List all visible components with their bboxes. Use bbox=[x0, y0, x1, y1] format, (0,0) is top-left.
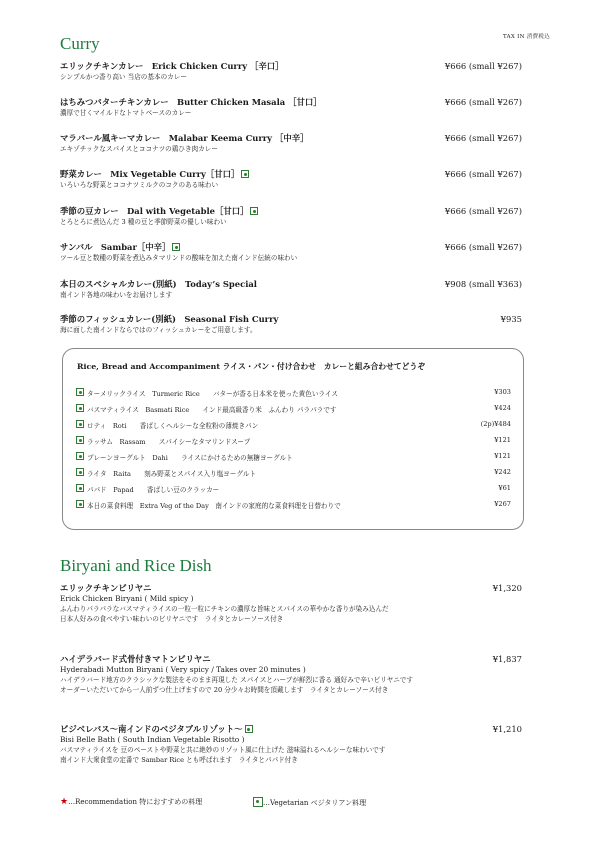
side-item-text: ロティ Roti 香ばしくヘルシーな全粒粉の薄焼きパン bbox=[87, 422, 259, 430]
menu-item-desc: 海に面した南インドならではのフィッシュカレーをご用意します。 bbox=[60, 326, 257, 334]
menu-item-erick-chicken-curry bbox=[60, 61, 522, 82]
menu-item-price: ¥1,320 bbox=[492, 583, 522, 593]
vegetarian-icon bbox=[76, 468, 84, 476]
menu-item-bisi-belle-bath bbox=[60, 724, 522, 765]
tax-note: TAX IN 消費税込 bbox=[502, 34, 550, 40]
side-item bbox=[73, 434, 513, 448]
side-item bbox=[73, 482, 513, 496]
side-item-price: (2p)¥484 bbox=[480, 420, 511, 428]
menu-item-price: ¥935 bbox=[500, 314, 522, 324]
vegetarian-icon bbox=[245, 725, 253, 733]
menu-item-desc: 日本人好みの食べやすい味わいのビリヤニです ライタとカレーソース付き bbox=[60, 615, 284, 623]
menu-item-name: 季節の豆カレー Dal with Vegetable［甘口］ bbox=[60, 206, 249, 216]
menu-item-desc: とろとろに煮込んだ 3 種の豆と季節野菜の優しい味わい bbox=[60, 218, 227, 226]
menu-item-name: ビジベレバス～南インドのベジタブルリゾット～ bbox=[60, 724, 243, 734]
legend-vegetarian bbox=[253, 797, 366, 808]
menu-item-price: ¥666 (small ¥267) bbox=[444, 61, 522, 71]
menu-item-desc: オーダーいただいてから一人前ずつ仕上げますので 20 分少々お時間を頂戴します ライタとカレーソース付き bbox=[60, 686, 389, 694]
menu-item-price: ¥1,837 bbox=[492, 654, 522, 664]
side-item-price: ¥267 bbox=[494, 500, 511, 508]
menu-item-erick-chicken-biryani bbox=[60, 583, 522, 624]
menu-item-dal-vegetable bbox=[60, 206, 522, 227]
vegetarian-icon bbox=[250, 207, 258, 215]
side-item-text: ラッサム Rassam スパイシーなタマリンドスープ bbox=[87, 438, 251, 446]
menu-item-desc: ハイデラバード地方のクラシックな製法をそのまま再現した スパイスとハーブが鮮烈に香る 通好みで辛いビリヤニです bbox=[60, 676, 413, 684]
legend-recommendation bbox=[60, 797, 202, 807]
menu-item-sambar bbox=[60, 242, 522, 263]
menu-item-butter-chicken bbox=[60, 97, 522, 118]
menu-item-fish-curry bbox=[60, 314, 522, 335]
menu-item-name: マラバール風キーマカレー Malabar Keema Curry ［中辛］ bbox=[60, 133, 309, 143]
menu-item-price: ¥666 (small ¥267) bbox=[444, 242, 522, 252]
vegetarian-icon bbox=[172, 243, 180, 251]
menu-item-name: 季節のフィッシュカレー(別紙) Seasonal Fish Curry bbox=[60, 314, 279, 324]
star-icon: ★ bbox=[60, 797, 69, 807]
menu-item-name: エリックチキンビリヤニ bbox=[60, 583, 152, 593]
menu-item-name: ハイデラバード式骨付きマトンビリヤニ bbox=[60, 654, 211, 664]
menu-item-price: ¥666 (small ¥267) bbox=[444, 169, 522, 179]
biryani-section-title: Biryani and Rice Dish bbox=[60, 556, 212, 575]
menu-item-name: エリックチキンカレー Erick Chicken Curry ［辛口］ bbox=[60, 61, 284, 71]
side-item-price: ¥424 bbox=[494, 404, 511, 412]
menu-item-desc: バスマティライスを 豆のペーストや野菜と共に絶妙のリゾット風に仕上げた 滋味溢れるヘルシーな味わいです bbox=[60, 746, 386, 754]
menu-item-subtitle: Hyderabadi Mutton Biryani ( Very spicy / Takes over 20 minutes ) bbox=[60, 665, 306, 674]
side-item bbox=[73, 450, 513, 464]
vegetarian-icon bbox=[76, 388, 84, 396]
menu-item-price: ¥666 (small ¥267) bbox=[444, 133, 522, 143]
vegetarian-icon bbox=[253, 797, 263, 807]
menu-item-todays-special bbox=[60, 279, 522, 300]
vegetarian-icon bbox=[76, 420, 84, 428]
side-item-price: ¥303 bbox=[494, 388, 511, 396]
side-item-text: 本日の菜食料理 Extra Veg of the Day 南インドの家庭的な菜食料理を日替わりで bbox=[87, 502, 341, 510]
vegetarian-icon bbox=[76, 484, 84, 492]
menu-item-price: ¥1,210 bbox=[492, 724, 522, 734]
side-item-text: ターメリックライス Turmeric Rice バターが香る日本米を使った黄色いライス bbox=[87, 390, 338, 398]
menu-item-desc: ふんわりパラパラなバスマティライスの一粒一粒にチキンの濃厚な旨味とスパイスの華やかな香りが染み込んだ bbox=[60, 605, 389, 613]
legend-vegetarian-text: …Vegetarian ベジタリアン料理 bbox=[263, 799, 367, 807]
curry-section-title: Curry bbox=[60, 34, 100, 53]
side-item bbox=[73, 386, 513, 400]
menu-item-desc: いろいろな野菜とココナツミルクのコクのある味わい bbox=[60, 181, 219, 189]
side-item-price: ¥121 bbox=[494, 452, 511, 460]
menu-item-price: ¥908 (small ¥363) bbox=[444, 279, 522, 289]
side-item bbox=[73, 402, 513, 416]
menu-item-name: はちみつバターチキンカレー Butter Chicken Masala ［甘口］ bbox=[60, 97, 322, 107]
vegetarian-icon bbox=[76, 500, 84, 508]
side-item-text: バスマティライス Basmati Rice インド最高級香り米 ふんわり パラパラです bbox=[87, 406, 337, 414]
side-item-price: ¥121 bbox=[494, 436, 511, 444]
menu-item-desc: シンプルかつ香り高い 当店の基本のカレー bbox=[60, 73, 187, 81]
menu-item-desc: ツール豆と数種の野菜を煮込みタマリンドの酸味を加えた南インド伝統の味わい bbox=[60, 254, 298, 262]
menu-item-mix-vegetable bbox=[60, 169, 522, 190]
side-item-text: ライタ Raita 刻み野菜とスパイス入り塩ヨーグルト bbox=[87, 470, 256, 478]
menu-item-price: ¥666 (small ¥267) bbox=[444, 97, 522, 107]
menu-item-price: ¥666 (small ¥267) bbox=[444, 206, 522, 216]
sides-box bbox=[62, 348, 524, 530]
vegetarian-icon bbox=[76, 436, 84, 444]
menu-item-desc: 南インド各地の味わいをお届けします bbox=[60, 291, 173, 299]
menu-item-subtitle: Erick Chicken Biryani ( Mild spicy ) bbox=[60, 594, 194, 603]
side-item bbox=[73, 498, 513, 512]
vegetarian-icon bbox=[76, 452, 84, 460]
menu-item-name: 野菜カレー Mix Vegetable Curry［甘口］ bbox=[60, 169, 240, 179]
menu-item-desc: 南インド大衆食堂の定番で Sambar Rice とも呼ばれます ライタとパパド付き bbox=[60, 756, 298, 764]
menu-item-mutton-biryani bbox=[60, 654, 522, 695]
side-item-text: プレーンヨーグルト Dahi ライスにかけるための無糖ヨーグルト bbox=[87, 454, 293, 462]
menu-item-name: サンバル Sambar［中辛］ bbox=[60, 242, 171, 252]
menu-item-subtitle: Bisi Belle Bath ( South Indian Vegetable Risotto ) bbox=[60, 735, 245, 744]
side-item bbox=[73, 466, 513, 480]
vegetarian-icon bbox=[241, 170, 249, 178]
menu-item-malabar-keema bbox=[60, 133, 522, 154]
menu-item-name: 本日のスペシャルカレー(別紙) Today’s Special bbox=[60, 279, 257, 289]
sides-box-title: Rice, Bread and Accompaniment ライス・パン・付け合わせ カレーと組み合わせてどうぞ bbox=[77, 362, 426, 371]
menu-item-desc: 濃厚で甘くマイルドなトマトベースのカレー bbox=[60, 109, 192, 117]
vegetarian-icon bbox=[76, 404, 84, 412]
side-item bbox=[73, 418, 513, 432]
menu-item-desc: エキゾチックなスパイスとココナツの鶏ひき肉カレー bbox=[60, 145, 218, 153]
side-item-price: ¥242 bbox=[494, 468, 511, 476]
side-item-text: パパド Papad 香ばしい豆のクラッカー bbox=[87, 486, 220, 494]
side-item-price: ¥61 bbox=[498, 484, 511, 492]
legend-recommendation-text: …Recommendation 特におすすめの料理 bbox=[68, 798, 203, 806]
